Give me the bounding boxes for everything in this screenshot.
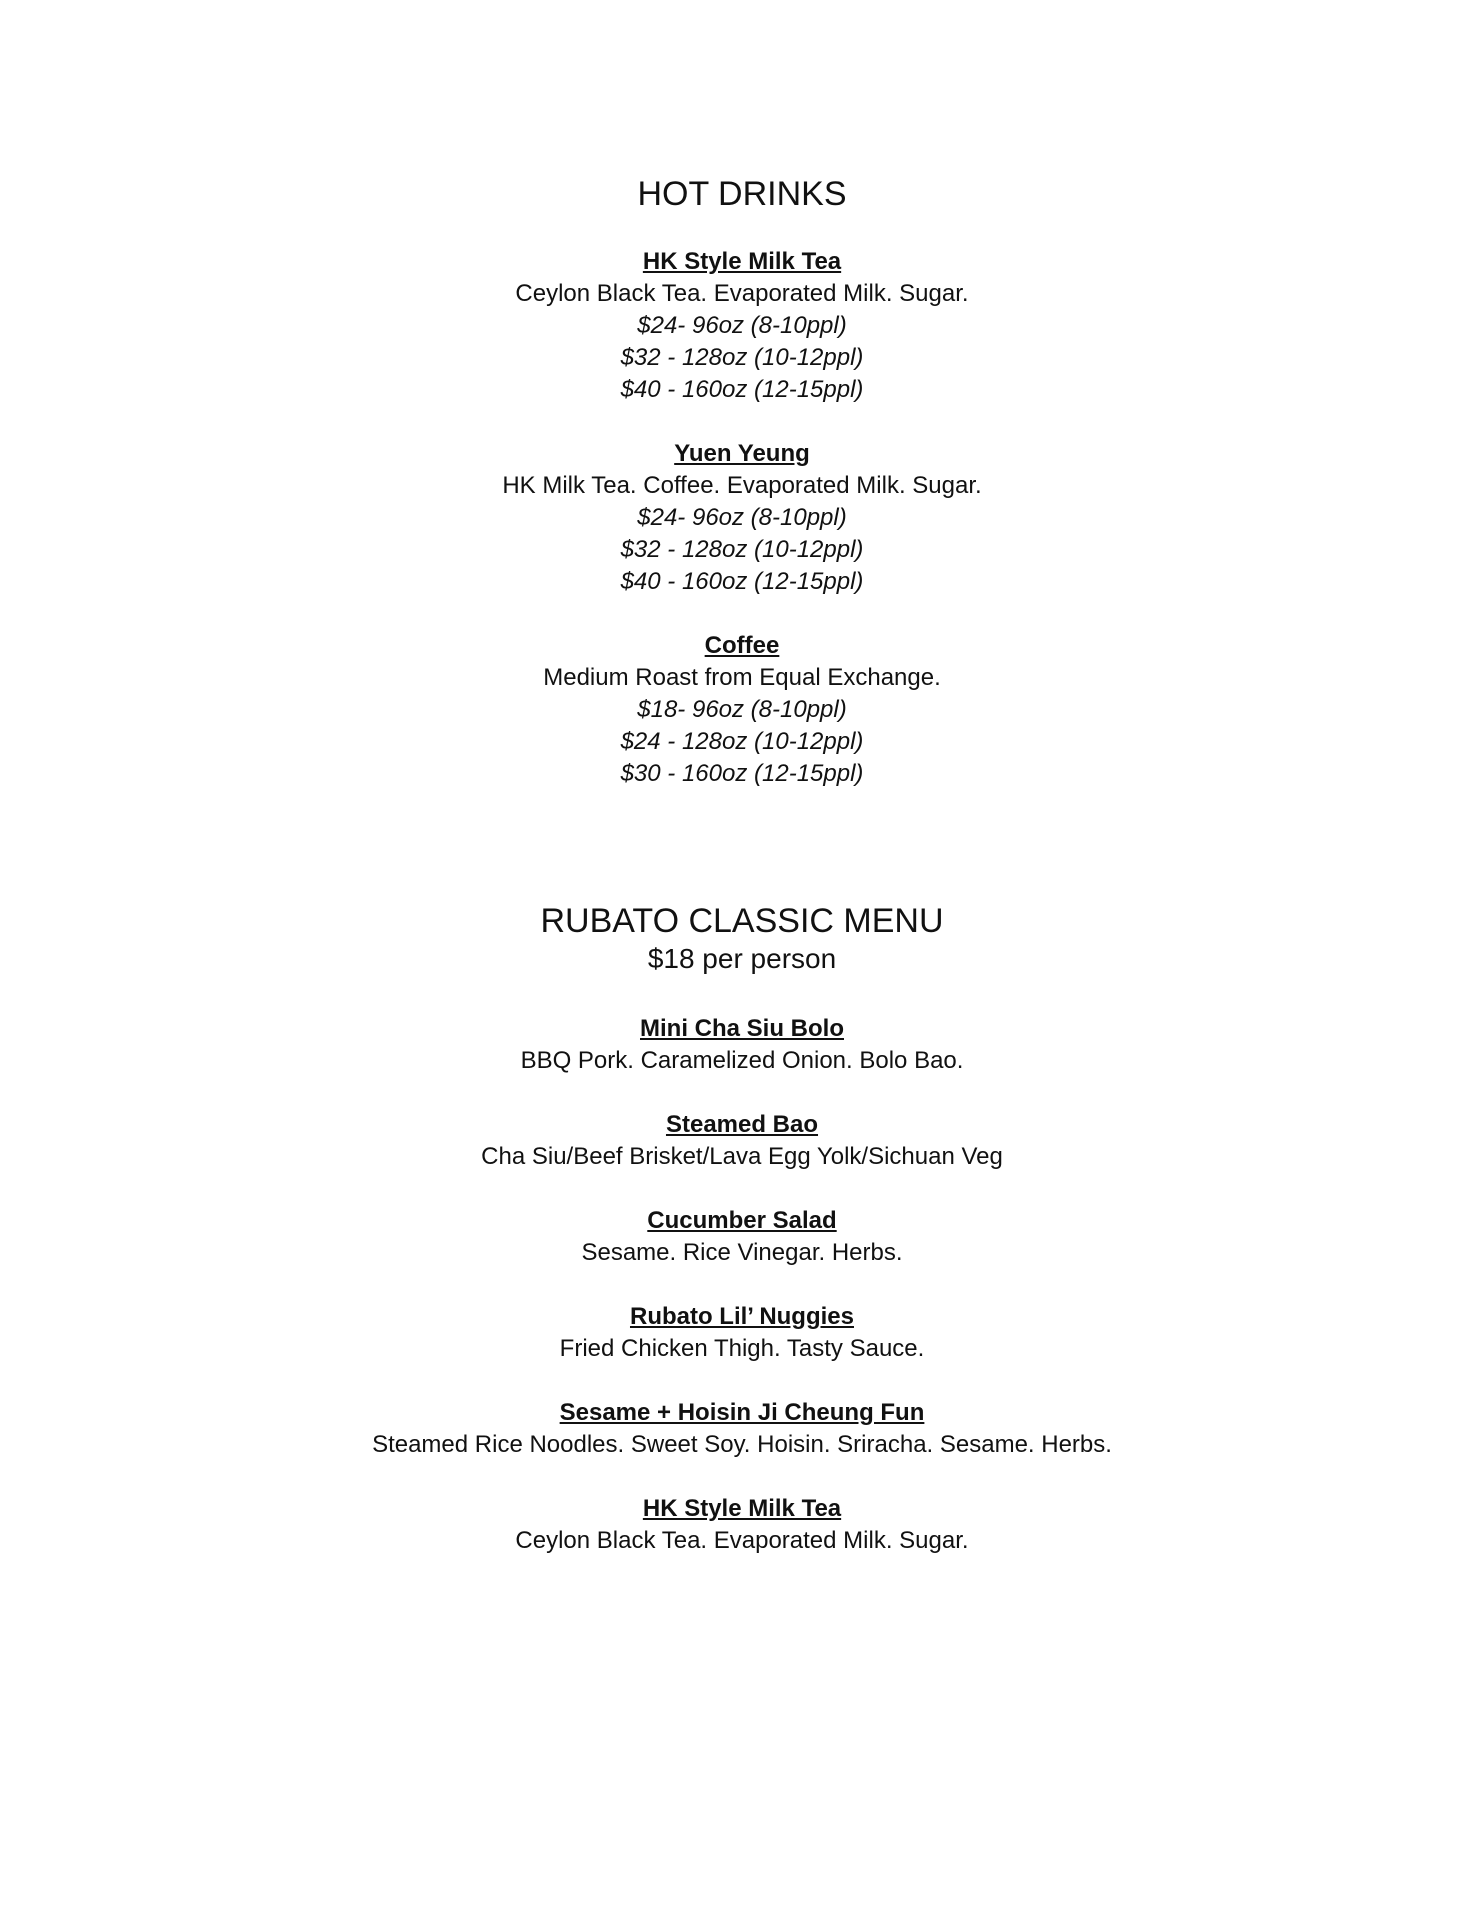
item-description: Cha Siu/Beef Brisket/Lava Egg Yolk/Sichuan Veg bbox=[481, 1143, 1003, 1170]
item-description: Ceylon Black Tea. Evaporated Milk. Sugar. bbox=[515, 280, 969, 307]
item-price: $40 - 160oz (12-15ppl) bbox=[620, 376, 864, 403]
menu-item bbox=[0, 1013, 1484, 1077]
menu-item bbox=[0, 1109, 1484, 1173]
item-price: $24 - 128oz (10-12ppl) bbox=[620, 728, 864, 755]
menu-item bbox=[0, 1493, 1484, 1557]
menu-item bbox=[0, 1397, 1484, 1461]
item-price: $30 - 160oz (12-15ppl) bbox=[620, 760, 864, 787]
section-title: HOT DRINKS bbox=[637, 175, 847, 213]
menu-item bbox=[0, 438, 1484, 598]
item-price: $40 - 160oz (12-15ppl) bbox=[620, 568, 864, 595]
classic-menu-section bbox=[0, 901, 1484, 1589]
item-name: Rubato Lil’ Nuggies bbox=[629, 1303, 854, 1330]
menu-item bbox=[0, 1205, 1484, 1269]
item-description: Medium Roast from Equal Exchange. bbox=[543, 664, 941, 691]
item-name: Mini Cha Siu Bolo bbox=[640, 1015, 844, 1042]
item-name: Sesame + Hoisin Ji Cheung Fun bbox=[559, 1399, 925, 1426]
item-price: $18- 96oz (8-10ppl) bbox=[637, 696, 847, 723]
item-name: Steamed Bao bbox=[665, 1111, 819, 1138]
item-name: Coffee bbox=[704, 632, 780, 659]
item-price: $32 - 128oz (10-12ppl) bbox=[620, 344, 864, 371]
menu-item bbox=[0, 246, 1484, 406]
item-description: Sesame. Rice Vinegar. Herbs. bbox=[581, 1239, 903, 1266]
hot-drinks-section bbox=[0, 174, 1484, 822]
item-price: $24- 96oz (8-10ppl) bbox=[637, 504, 847, 531]
item-description: BBQ Pork. Caramelized Onion. Bolo Bao. bbox=[520, 1047, 964, 1074]
item-price: $32 - 128oz (10-12ppl) bbox=[620, 536, 864, 563]
item-price: $24- 96oz (8-10ppl) bbox=[637, 312, 847, 339]
item-name: Yuen Yeung bbox=[674, 440, 810, 467]
item-name: HK Style Milk Tea bbox=[642, 248, 842, 275]
item-description: Fried Chicken Thigh. Tasty Sauce. bbox=[559, 1335, 925, 1362]
section-title: RUBATO CLASSIC MENU bbox=[540, 902, 944, 940]
item-description: Ceylon Black Tea. Evaporated Milk. Sugar. bbox=[515, 1527, 969, 1554]
item-description: Steamed Rice Noodles. Sweet Soy. Hoisin. Sriracha. Sesame. Herbs. bbox=[372, 1431, 1112, 1458]
item-name: Cucumber Salad bbox=[647, 1207, 837, 1234]
menu-item bbox=[0, 1301, 1484, 1365]
section-price: $18 per person bbox=[647, 943, 837, 974]
menu-item bbox=[0, 630, 1484, 790]
item-description: HK Milk Tea. Coffee. Evaporated Milk. Sugar. bbox=[502, 472, 982, 499]
item-name: HK Style Milk Tea bbox=[642, 1495, 842, 1522]
